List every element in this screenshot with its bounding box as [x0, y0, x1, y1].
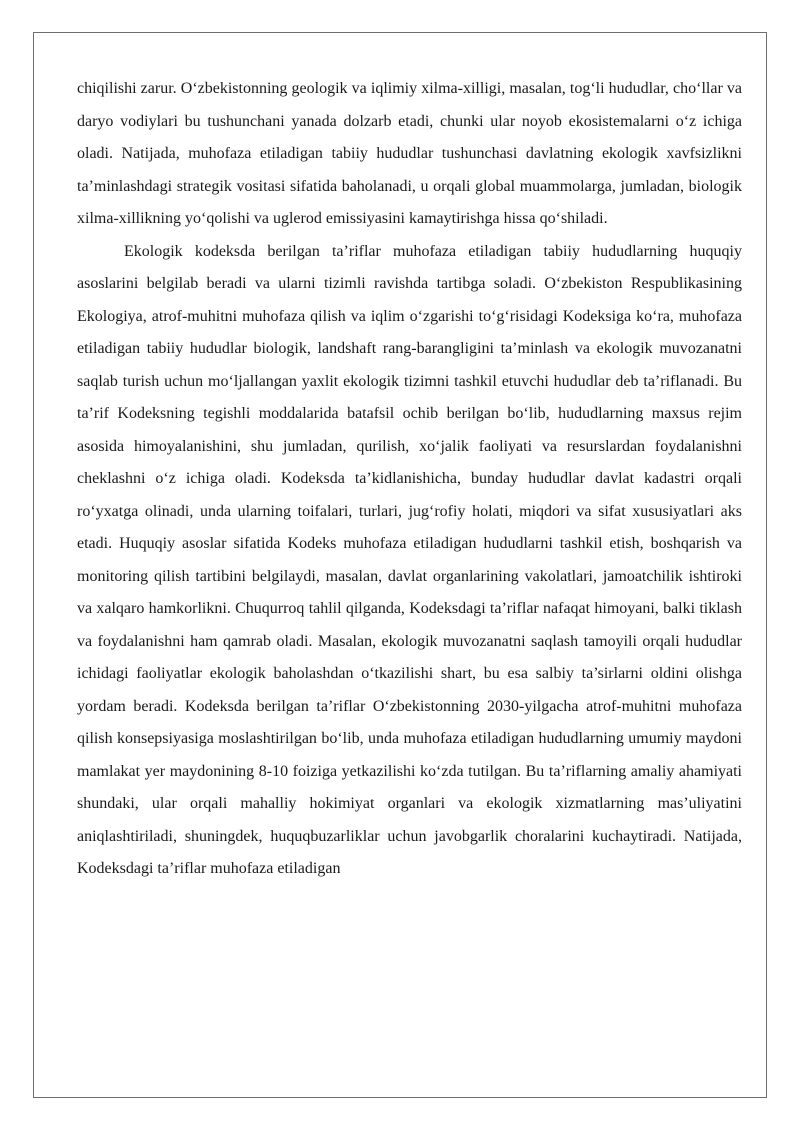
paragraph-1: chiqilishi zarur. O‘zbekistonning geologik va iqlimiy xilma-xilligi, masalan, tog‘li hududlar, cho‘llar va daryo vodiylari bu tushunchani yanada dolzarb etadi, chunki ular noyob ekosistemalarni o‘z ichiga oladi. Natijada, muhofaza etiladigan tabiiy hududlar tushunchasi davlatning ekologik xavfsizlikni ta’minlashdagi strategik vositasi sifatida baholanadi, u orqali global muammolarga, jumladan, biologik xilma-xillikning yo‘qolishi va uglerod emissiyasini kamaytirishga hissa qo‘shiladi. [77, 80, 742, 227]
paragraph-2: Ekologik kodeksda berilgan ta’riflar muhofaza etiladigan tabiiy hududlarning huquqiy asoslarini belgilab beradi va ularni tizimli ravishda tartibga soladi. O‘zbekiston Respublikasining Ekologiya, atrof-muhitni muhofaza qilish va iqlim o‘zgarishi to‘g‘risidagi Kodeksiga ko‘ra, muhofaza etiladigan tabiiy hududlar biologik, landshaft rang-barangligini ta’minlash va ekologik muvozanatni saqlab turish uchun mo‘ljallangan yaxlit ekologik tizimni tashkil etuvchi hududlar deb ta’riflanadi. Bu ta’rif Kodeksning tegishli moddalarida batafsil ochib berilgan bo‘lib, hududlarning maxsus rejim asosida himoyalanishini, shu jumladan, qurilish, xo‘jalik faoliyati va resurslardan foydalanishni cheklashni o‘z ichiga oladi. Kodeksda ta’kidlanishicha, bunday hududlar davlat kadastri orqali ro‘yxatga olinadi, unda ularning toifalari, turlari, jug‘rofiy holati, miqdori va sifat xususiyatlari aks etadi. Huquqiy asoslar sifatida Kodeks muhofaza etiladigan hududlarni tashkil etish, boshqarish va monitoring qilish tartibini belgilaydi, masalan, davlat organlarining vakolatlari, jamoatchilik ishtiroki va xalqaro hamkorlikni. Chuqurroq tahlil qilganda, Kodeksdagi ta’riflar nafaqat himoyani, balki tiklash va foydalanishni ham qamrab oladi. Masalan, ekologik muvozanatni saqlash tamoyili orqali hududlar ichidagi faoliyatlar ekologik baholashdan o‘tkazilishi shart, bu esa salbiy ta’sirlarni oldini olishga yordam beradi. Kodeksda berilgan ta’riflar O‘zbekistonning 2030-yilgacha atrof-muhitni muhofaza qilish konsepsiyasiga moslashtirilgan bo‘lib, unda muhofaza etiladigan hududlarning umumiy maydoni mamlakat yer maydonining 8-10 foiziga yetkazilishi ko‘zda tutilgan. Bu ta’riflarning amaliy ahamiyati shundaki, ular orqali mahalliy hokimiyat organlari va ekologik xizmatlarning mas’uliyatini aniqlashtiriladi, shuningdek, huquqbuzarliklar uchun javobgarlik choralarini kuchaytiradi. Natijada, Kodeksdagi ta’riflar muhofaza etiladigan [77, 242, 742, 877]
document-body [77, 73, 742, 886]
